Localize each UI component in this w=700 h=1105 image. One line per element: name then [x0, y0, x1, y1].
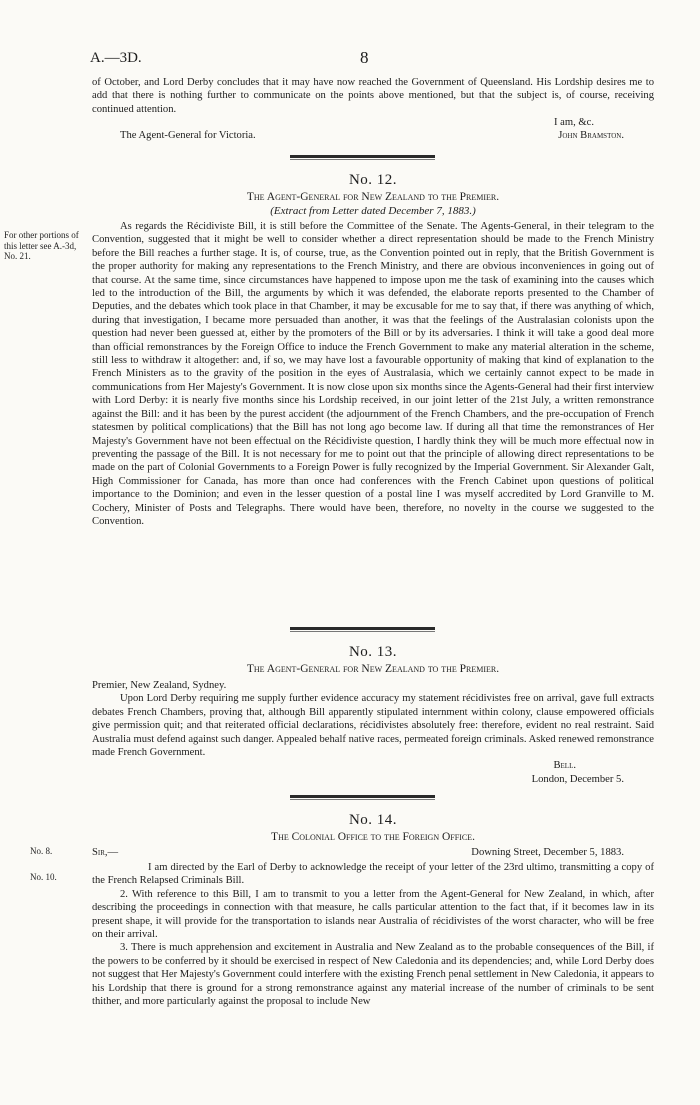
- document-number: No. 14.: [348, 812, 398, 828]
- salutation: Sir,—: [92, 847, 119, 858]
- signature-row: [92, 130, 654, 144]
- document-body: As regards the Récidiviste Bill, it is still before the Committee of the Senate. The Agents-General, in their telegram to the Convention, suggested that it might be well to consider whether a direct representation should be made to the French Ministry before the Bill reaches a further stage. It is, of course, true, as the Convention pointed out in reply, that the British Government is the proper authority for making any representations to the French Ministry, and there are obvious inconveniences in going out of that course. At the same time, since circumstances have happened to impose upon me the task of examining into the causes which led to the introduction of the Bill, the arguments by which it was defended, the elaborate reports presented to the Chamber of Deputies, and the debates which took place in that Chamber, it may be excusable for me to say that, if there was anything of which, during that investigation, I became more persuaded than another, it was that the feelings of the Australasian colonists upon the question had never been guessed at, either by the promoters of the Bill or by its adversaries. I think it will take a good deal more than official remonstrances by the Foreign Office to induce the French Government to make any material alteration in the scheme, still less to withdraw it altogether: and, if so, we may have lost a favourable opportunity of making that kind of explanation to the French Ministers as to the gravity of the position in the eyes of Australasia, which we certainly cannot expect to be made in communications from Her Majesty's Government. It is now close upon six months since the Agents-General had their first interview with Lord Derby: it is nearly five months since his Lordship received, in our joint letter of the 21st July, a written remonstrance against the Bill: and it has been by the purest accident (the adjournment of the French Chambers, and the pre-occupation of French statesmen by political complications) that the Bill has not long ago become law. If during all that time the remonstrances of Her Majesty's Government have not been effectual on the Récidiviste question, I hardly think they will be much more effectual now in preventing the passage of the Bill. It is not necessary for me to point out that the principle of allowing direct representations to be made on the part of Colonial Governments to a Foreign Power is fully recognized by the Imperial Government. Sir Alexander Galt, High Commissioner for Canada, has more than once had conferences with the French Cabinet upon questions of political importance to the Dominion; and even in the lesser question of a postal line I was myself accredited by Lord Granville to M. Cochery, Minister of Posts and Telegraphs. There would have been, therefore, no novelty in the course we suggested to the Convention.: [92, 221, 654, 527]
- page-number: 8: [360, 48, 369, 67]
- page-header: [90, 50, 650, 68]
- document-number: No. 13.: [348, 644, 398, 660]
- section-rule: [290, 627, 435, 630]
- signature: Bell.: [553, 760, 576, 772]
- document-code: A.—3D.: [90, 50, 142, 66]
- section-rule: [290, 795, 435, 798]
- intro-section: [92, 76, 654, 144]
- recipient-line: The Agent-General for Victoria.: [120, 129, 256, 141]
- document-title: The Colonial Office to the Foreign Office.: [271, 831, 475, 843]
- document-title: The Agent-General for New Zealand to the Premier.: [246, 191, 500, 203]
- salutation-row: [92, 847, 654, 861]
- document-13: [92, 644, 654, 786]
- signature: John Bramston.: [558, 129, 624, 141]
- document-subtitle: (Extract from Letter dated December 7, 1883.): [270, 205, 476, 217]
- addressee: Premier, New Zealand, Sydney.: [92, 680, 227, 691]
- margin-note: For other portions of this letter see A.-3d, No. 21.: [4, 230, 79, 261]
- paragraph-3: 3. There is much apprehension and excitement in Australia and New Zealand as to the probable consequences of the Bill, if the powers to be conferred by it should be exercised in respect of New Caledonia and its dependencies; and, while Lord Derby does not suggest that Her Majesty's Government could interfere with the existing French penal settlement in New Caledonia, it appears to his Lordship that there is ground for a strong remonstrance against any material increase of the number of criminals to be sent thither, and more particularly against the proposal to include New: [92, 942, 654, 1008]
- document-14: [92, 812, 654, 1008]
- document-title: The Agent-General for New Zealand to the Premier.: [246, 663, 500, 675]
- document-12: [92, 172, 654, 528]
- section-rule: [290, 155, 435, 158]
- place-date: London, December 5.: [531, 773, 624, 785]
- paragraph-1: I am directed by the Earl of Derby to acknowledge the receipt of your letter of the 23rd ultimo, transmitting a copy of the French Relapsed Criminals Bill.: [92, 862, 654, 887]
- closing-phrase: I am, &c.: [553, 117, 594, 129]
- margin-ref-b: No. 10.: [30, 872, 57, 882]
- margin-ref-a: No. 8.: [30, 846, 53, 856]
- document-body: Upon Lord Derby requiring me supply further evidence accuracy my statement récidivistes free on arrival, gave full extracts debates French Chambers, proving that, although Bill apparently stipulated internment within colony, clause empowered officials give permission quit; and that reiterated official declarations, récidivistes absolutely free: therefore, evident no real restraint. Said Australia must defend against such danger. Appealed behalf native races, permeated foreign criminals. Asked renewed remonstrance made French Government.: [92, 693, 654, 759]
- document-number: No. 12.: [348, 172, 398, 188]
- intro-paragraph: of October, and Lord Derby concludes that it may have now reached the Government of Queensland. His Lordship desires me to add that there is nothing further to communicate on the points above mentioned, but that the subject is, of course, receiving continued attention.: [92, 77, 654, 115]
- paragraph-2: 2. With reference to this Bill, I am to transmit to you a letter from the Agent-General for New Zealand, in which, after describing the proceedings in connection with that measure, he calls particular attention to the fact that, if it becomes law in its present shape, it will provide for the transportation to islands near Australia of récidivistes of the worst character, who will be free on their arrival.: [92, 888, 654, 941]
- place-date: Downing Street, December 5, 1883.: [471, 847, 624, 858]
